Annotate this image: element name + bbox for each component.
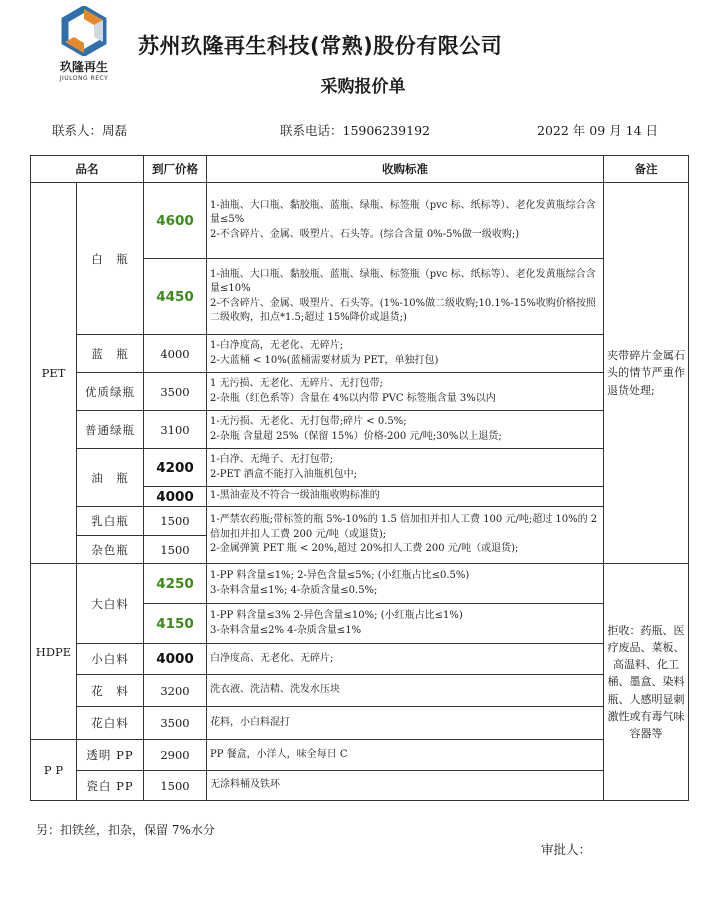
standard-line: 1-PP 料含量≤3% 2-异色含量≤10%; (小红瓶占比≤1%) [210,610,463,621]
table-row [31,675,689,707]
standard-line: 1-白净、无绳子、无打包带; [210,454,334,465]
item-name: 油 瓶 [77,449,144,507]
table-row [31,183,689,259]
item-standard [207,707,604,740]
item-standard [207,373,604,411]
hexagon-arrows-logo-icon [59,6,109,56]
item-price: 4150 [144,604,207,644]
standard-line: 2-金属弹簧 PET 瓶 < 20%,超过 20%扣人工费 200 元/吨（或退货); [210,543,519,555]
document-title: 采购报价单 [320,77,406,97]
item-price: 1500 [144,771,207,801]
item-standard [207,507,604,564]
remark-hdpe: 拒收：药瓶、医疗废品、菜板、高温料、化工桶、墨盒、染料瓶、人感明显刺激性或有毒气味容器等 [604,564,689,801]
item-name: 花 料 [77,675,144,707]
item-name: 杂色瓶 [77,536,144,564]
standard-line: PP 餐盒，小洋人，味全每日 C [210,748,348,760]
item-name: 白 瓶 [77,183,144,335]
table-row [31,449,689,487]
category-pet: PET [31,183,77,564]
quotation-table [30,155,689,801]
item-price: 3500 [144,707,207,740]
item-name: 普通绿瓶 [77,411,144,449]
item-standard [207,449,604,487]
item-price: 4250 [144,564,207,604]
item-price: 3100 [144,411,207,449]
item-standard [207,259,604,335]
item-name: 花白料 [77,707,144,740]
item-price: 1500 [144,536,207,564]
standard-line: 1-无污损、无老化、无打包带;碎片 < 0.5%; [210,416,407,427]
company-name: 苏州玖隆再生科技(常熟)股份有限公司 [138,34,503,58]
logo-chinese-name: 玖隆再生 [59,60,108,74]
item-standard [207,564,604,604]
quote-date: 2022 年 09 月 14 日 [537,123,658,138]
item-standard [207,644,604,675]
item-price: 4000 [144,644,207,675]
item-price: 3200 [144,675,207,707]
standard-line: 2-大蓝桶 < 10%(蓝桶需要材质为 PET，单独打包) [210,354,439,366]
header-price: 到厂价格 [144,156,207,183]
table-row [31,644,689,675]
item-standard [207,411,604,449]
item-standard [207,604,604,644]
contact-person: 联系人：周磊 [52,123,128,138]
footer-note: 另：扣铁丝，扣杂，保留 7%水分 [36,823,215,837]
item-name: 大白料 [77,564,144,644]
item-price: 4600 [144,183,207,259]
category-hdpe: HDPE [31,564,77,740]
logo-english-name: JIULONG RECY [59,75,109,82]
table-row [31,335,689,373]
table-header-row [31,156,689,183]
company-logo [48,6,120,82]
table-row [31,507,689,536]
table-row [31,564,689,604]
table-row [31,740,689,771]
item-name: 蓝 瓶 [77,335,144,373]
standard-line: 3-杂料含量≤1%; 4-杂质含量≤0.5%; [210,584,378,596]
standard-line: 2-不含碎片、金属、吸塑片、石头等。(综合含量 0%-5%做一级收购;) [210,228,520,240]
header-standard: 收购标准 [207,156,604,183]
item-price: 1500 [144,507,207,536]
item-price: 2900 [144,740,207,771]
table-row [31,707,689,740]
item-standard [207,487,604,507]
contact-phone: 联系电话：15906239192 [280,123,430,138]
item-price: 4450 [144,259,207,335]
standard-line: 2-PET 酒盒不能打入油瓶机包中; [210,468,357,480]
item-name: 瓷白 PP [77,771,144,801]
standard-line: 2-杂瓶（红色系等）含量在 4%以内带 PVC 标签瓶含量 3%以内 [210,392,496,404]
item-standard [207,335,604,373]
item-standard [207,740,604,771]
standard-line: 1-黑油壶及不符合一级油瓶收购标准的 [210,490,380,502]
standard-line: 1 无污损、无老化、无碎片、无打包带; [210,378,383,389]
approver-label: 审批人： [541,842,592,857]
standard-line: 白净度高、无老化、无碎片; [210,652,334,664]
standard-line: 1-油瓶、大口瓶、黏胶瓶、蓝瓶、绿瓶、标签瓶（pvc 标、纸标等）、老化发黄瓶综合含量≤10% [210,268,596,294]
item-price: 4000 [144,487,207,507]
item-standard [207,675,604,707]
item-name: 优质绿瓶 [77,373,144,411]
table-row [31,373,689,411]
item-standard [207,183,604,259]
item-name: 透明 PP [77,740,144,771]
standard-line: 花料，小白料混打 [210,716,290,728]
standard-line: 1-油瓶、大口瓶、黏胶瓶、蓝瓶、绿瓶、标签瓶（pvc 标、纸标等）、老化发黄瓶综合含量≤5% [210,199,596,226]
item-price: 4000 [144,335,207,373]
standard-line: 无涂料桶及铁环 [210,779,280,791]
standard-line: 洗衣液、洗洁精、洗发水压块 [210,684,340,696]
header-name: 品名 [31,156,144,183]
remark-pet: 夹带碎片金属石头的情节严重作退货处理; [604,183,689,564]
standard-line: 1-严禁农药瓶;带标签的瓶 5%-10%的 1.5 倍加扣并扣人工费 100 元/吨;超过 10%的 2 倍加扣并扣人工费 200 元/吨（或退货); [210,514,598,540]
item-name: 小白料 [77,644,144,675]
standard-line: 1-PP 料含量≤1%; 2-异色含量≤5%; (小红瓶占比≤0.5%) [210,570,470,581]
table-row [31,411,689,449]
standard-line: 2-杂瓶 含量超 25%（保留 15%）价格-200 元/吨;30%以上退货; [210,430,502,442]
standard-line: 1-白净度高，无老化、无碎片; [210,340,344,351]
standard-line: 2-不含碎片、金属、吸塑片、石头等。(1%-10%做二级收购;10.1%-15%收购价格按照二级收购，扣点*1.5;超过 15%降价或退货;) [210,297,596,323]
header-remark: 备注 [604,156,689,183]
standard-line: 3-杂料含量≤2% 4-杂质含量≤1% [210,624,362,636]
item-name: 乳白瓶 [77,507,144,536]
table-row [31,771,689,801]
item-standard [207,771,604,801]
category-pp: P P [31,740,77,801]
item-price: 4200 [144,449,207,487]
item-price: 3500 [144,373,207,411]
